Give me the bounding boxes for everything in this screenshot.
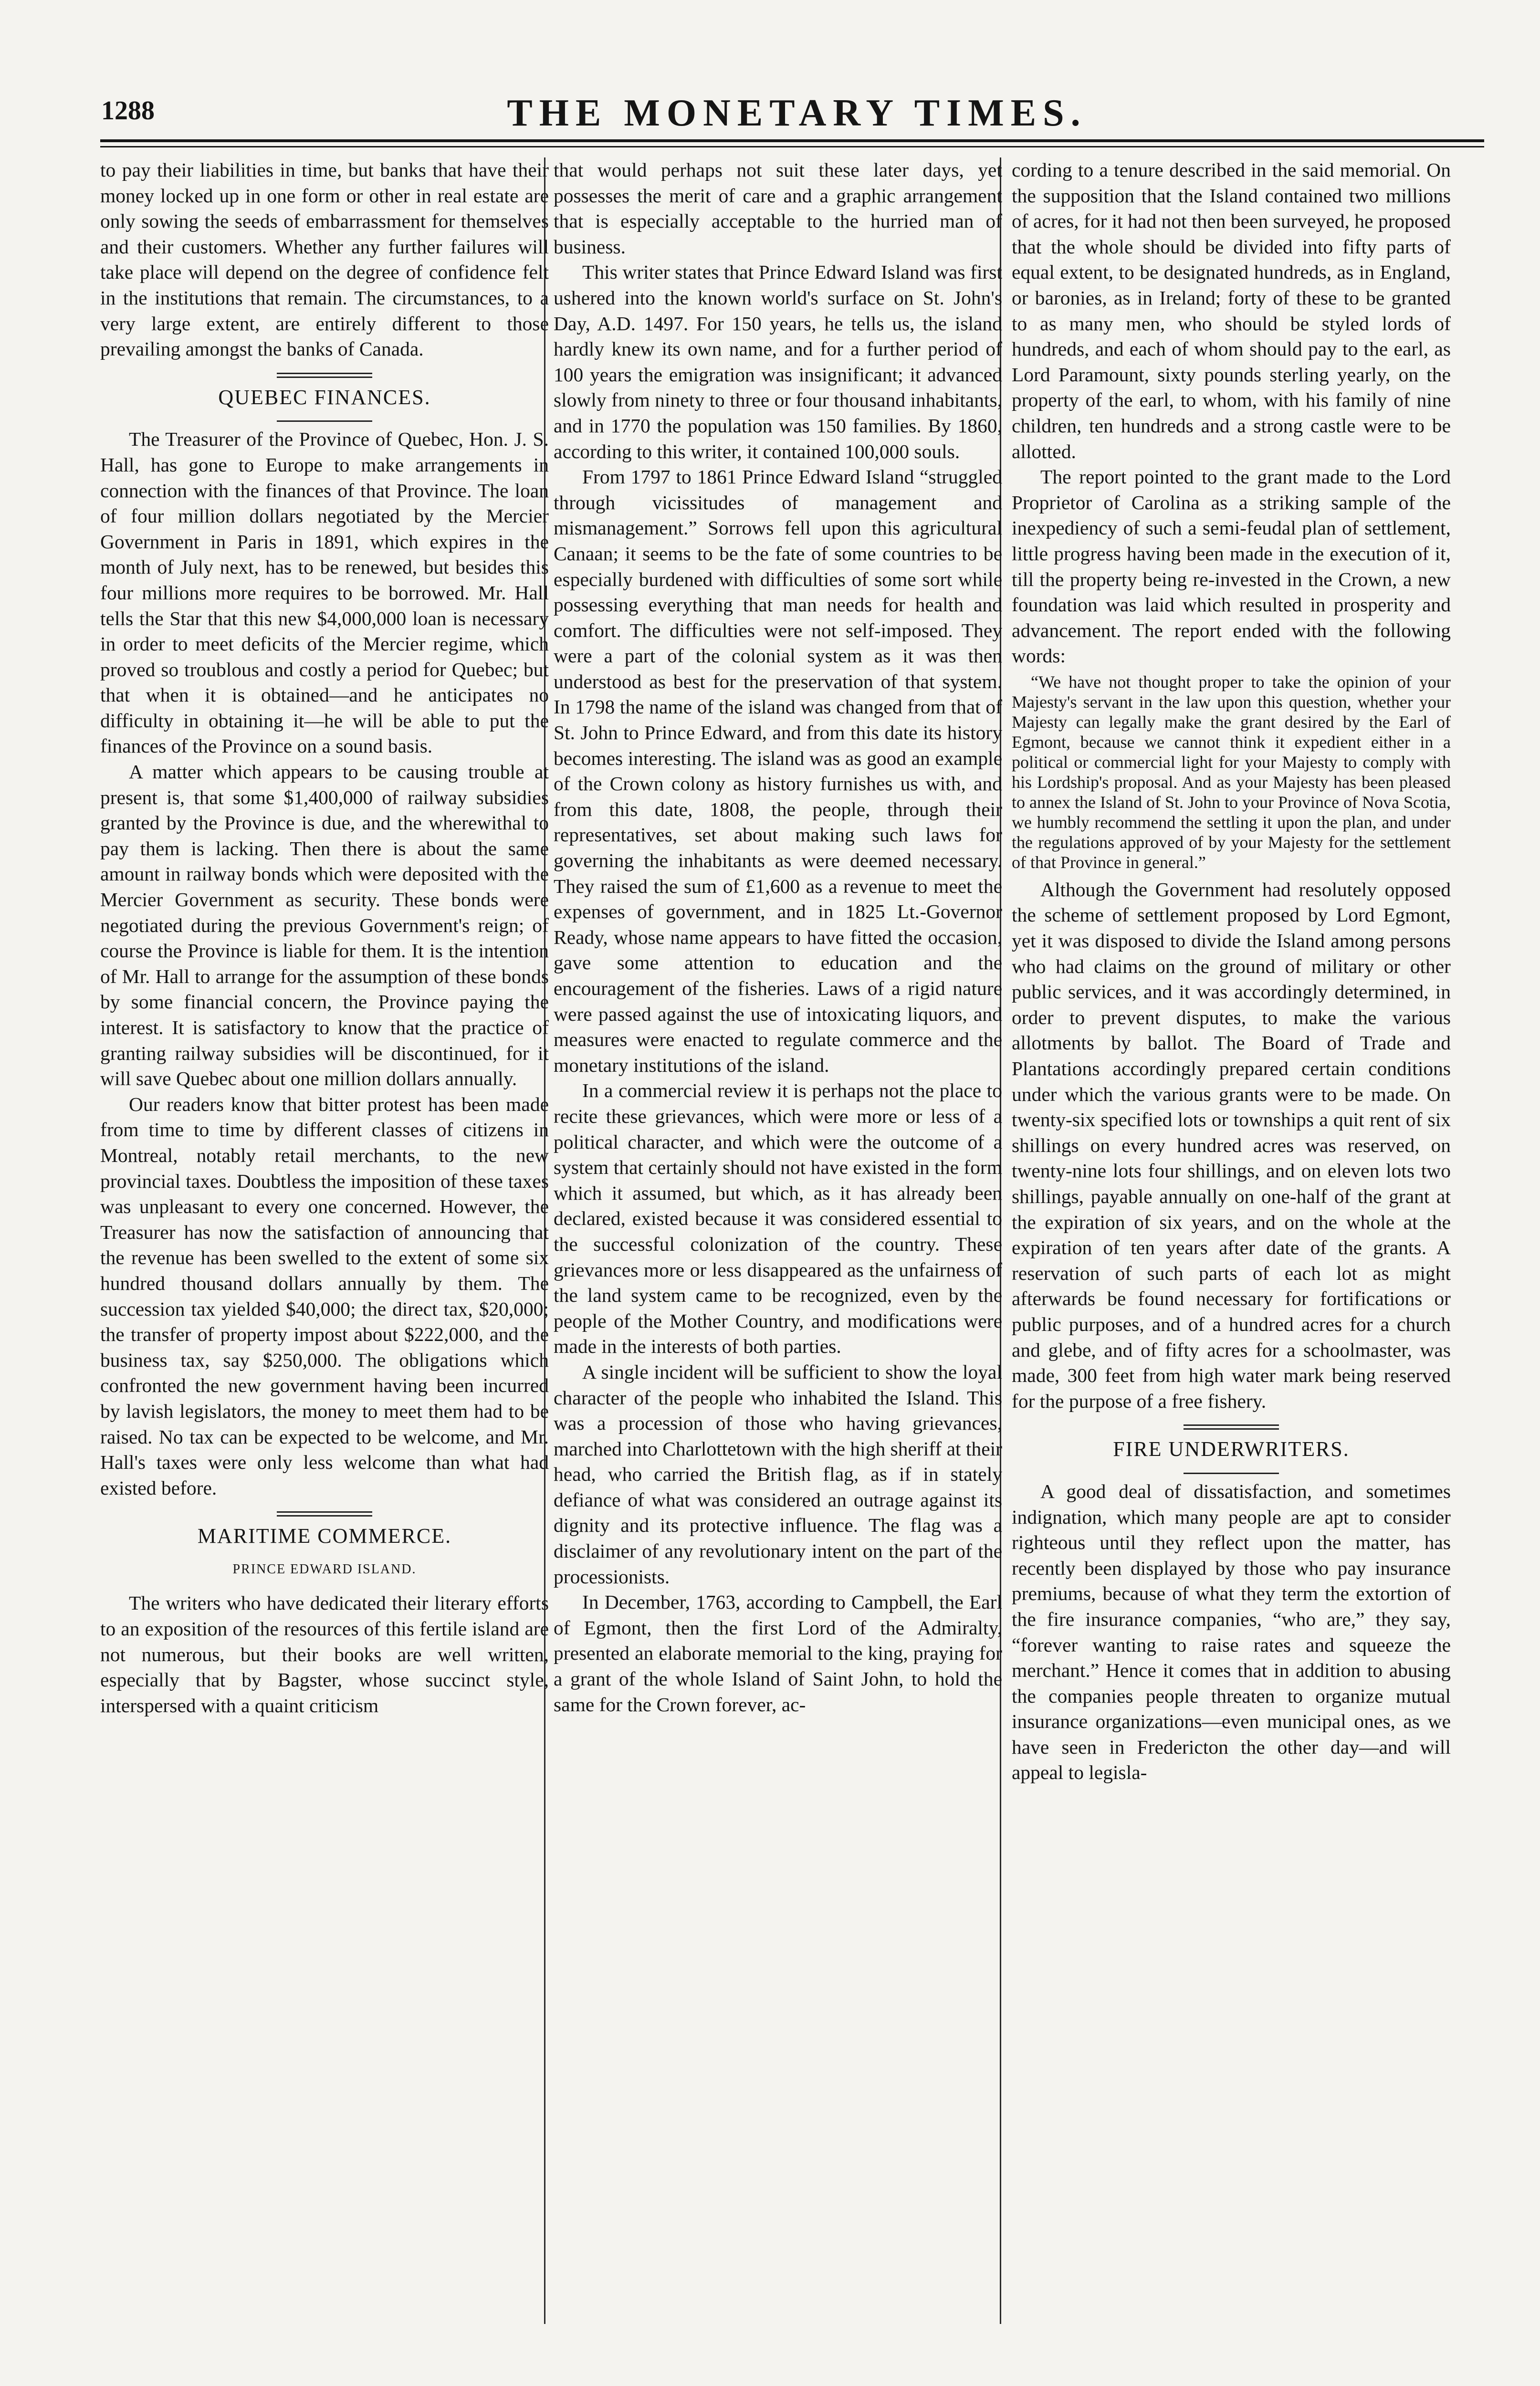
paragraph: In December, 1763, according to Campbell, the Earl of Egmont, then the first Lord of the Admiralty, presented an elaborate memorial to the king, praying for a grant of the whole Island of Saint John, to hold the same for the Crown forever, ac- bbox=[554, 1591, 1002, 1716]
section-heading-maritime-commerce: MARITIME COMMERCE. bbox=[197, 1524, 452, 1548]
paragraph: to pay their liabilities in time, but banks that have their money locked up in one form or other in real estate are only sowing the seeds of embarrassment for themselves and their customers. Whether any further failures will take place will depend on the degree of confidence felt in the institutions that remain. The circumstances, to a very large extent, are entirely different to those prevailing amongst the banks of Canada. bbox=[100, 159, 549, 360]
subheading-prince-edward-island: PRINCE EDWARD ISLAND. bbox=[232, 1561, 417, 1577]
block-quote bbox=[1012, 672, 1451, 872]
section-divider bbox=[277, 373, 372, 374]
section-divider bbox=[1184, 1424, 1279, 1426]
paragraph: A good deal of dissatisfaction, and sometimes indignation, which many people are apt to consider righteous until they reflect upon the matter, has recently been displayed by those who pay insurance premiums, because of what they term the extortion of the fire insurance companies, “who are,” they say, “forever wanting to raise rates and squeeze the merchant.” Hence it comes that in addition to abusing the companies people threaten to organize mutual insurance organizations—even municipal ones, as we have seen in Fredericton the other day—and will appeal to legisla- bbox=[1012, 1480, 1451, 1784]
paragraph: The report pointed to the grant made to the Lord Proprietor of Carolina as a striking sample of the inexpediency of such a semi-feudal plan of settlement, little progress having been made in the execution of it, till the property being re-invested in the Crown, a new foundation was laid which resulted in prosperity and advancement. The report ended with the following words: bbox=[1012, 466, 1451, 667]
paragraph: cording to a tenure described in the said memorial. On the supposition that the Island contained two millions of acres, for it had not then been surveyed, he proposed that the whole should be divided into fifty parts of equal extent, to be designated hundreds, as in England, or baronies, as in Ireland; forty of these to be granted to as many men, who should be styled lords of hundreds, and each of whom should pay to the earl, as Lord Paramount, sixty pounds sterling yearly, on the property of the earl, to whom, with his family of nine children, ten hundreds and a strong castle were to be allotted. bbox=[1012, 159, 1451, 462]
paragraph: From 1797 to 1861 Prince Edward Island “struggled through vicissitudes of management and mismanagement.” Sorrows fell upon this agricultural Canaan; it seems to be the fate of some countries to be especially burdened with difficulties of some sort while possessing everything that man needs for health and comfort. The difficulties were not self-imposed. They were a part of the colonial system as it was then understood as best for the preservation of that system. In 1798 the name of the island was changed from that of St. John to Prince Edward, and from this date its history becomes interesting. The island was as good an example of the Crown colony as history furnishes us with, and from this date, 1808, the people, through their representatives, set about making such laws for governing the inhabitants as were deemed necessary. They raised the sum of £1,600 as a revenue to meet the expenses of government, and in 1825 Lt.-Governor Ready, whose name appears to have fitted the occasion, gave some attention to education and the encouragement of the fisheries. Laws of a rigid nature were passed against the use of intoxicating liquors, and measures were enacted to regulate commerce and the monetary institutions of the island. bbox=[554, 466, 1002, 1076]
paragraph: Our readers know that bitter protest has been made from time to time by different classes of citizens in Montreal, notably retail merchants, to the new provincial taxes. Doubtless the imposition of these taxes was unpleasant to every one concerned. However, the Treasurer has now the satisfaction of announcing that the revenue has been swelled to the extent of some six hundred thousand dollars annually by them. The succession tax yielded $40,000; the direct tax, $20,000; the transfer of property impost about $222,000, and the business tax, say $250,000. The obligations which confronted the new government having been incurred by lavish legislators, the money to meet them had to be raised. No tax can be expected to be welcome, and Mr. Hall's taxes were only less welcome than what had existed before. bbox=[100, 1093, 549, 1499]
header-rule-thin bbox=[100, 146, 1484, 147]
paragraph: Although the Government had resolutely opposed the scheme of settlement proposed by Lord Egmont, yet it was disposed to divide the Island among persons who had claims on the ground of military or other public services, and it was accordingly determined, in order to prevent disputes, to make the various allotments by ballot. The Board of Trade and Plantations accordingly prepared certain conditions under which the various grants were to be made. On twenty-six specified lots or townships a quit rent of six shillings on every hundred acres was reserved, on twenty-nine lots four shillings, and on eleven lots two shillings, payable annually on one-half of the grant at the expiration of six years, and on the whole at the expiration of ten years after date of the grants. A reservation of such parts of each lot as might afterwards be found necessary for fortifications or public purposes, and of a hundred acres for a church and glebe, and of fifty acres for a schoolmaster, was made, 300 feet from high water mark being reserved for the purpose of a free fishery. bbox=[1012, 878, 1451, 1412]
paragraph: The Treasurer of the Province of Quebec, Hon. J. S. Hall, has gone to Europe to make arrangements in connection with the finances of that Province. The loan of four million dollars negotiated by the Mercier Government in Paris in 1891, which expires in the month of July next, has to be renewed, but besides this four millions more requires to be borrowed. Mr. Hall tells the Star that this new $4,000,000 loan is necessary in order to meet deficits of the Mercier regime, which proved so troublous and costly a period for Quebec; but that when it is obtained—and he anticipates no difficulty in obtaining it—he will be able to put the finances of the Province on a sound basis. bbox=[100, 428, 549, 757]
column-1 bbox=[100, 157, 549, 1718]
column-2 bbox=[554, 157, 1002, 1717]
quote-text: “We have not thought proper to take the opinion of your Majesty's servant in the law upon this question, whether your Majesty can legally make the grant desired by the Earl of Egmont, because we cannot think it expedient either in a political or commercial light for your Majesty to comply with his Lordship's proposal. And as your Majesty has been pleased to annex the Island of St. John to your Province of Nova Scotia, we humbly recommend the settling it upon the plan, and under the regulations approved of by your Majesty for the settlement of that Province in general.” bbox=[1012, 672, 1451, 872]
masthead-title: THE MONETARY TIMES. bbox=[507, 92, 1087, 134]
page-number: 1288 bbox=[101, 96, 155, 126]
paragraph: that would perhaps not suit these later days, yet possesses the merit of care and a graphic arrangement that is especially acceptable to the hurried man of business. bbox=[554, 159, 1002, 258]
paragraph: In a commercial review it is perhaps not the place to recite these grievances, which were more or less of a political character, and which were the outcome of a system that certainly should not have existed in the form which it assumed, but which, as it has already been declared, existed because it was considered essential to the successful colonization of the country. These grievances more or less disappeared as the unfairness of the land system came to be recognized, even by the people of the Mother Country, and modifications were made in the interests of both parties. bbox=[554, 1079, 1002, 1358]
column-3 bbox=[1012, 157, 1451, 1786]
section-divider bbox=[277, 1511, 372, 1513]
paragraph: This writer states that Prince Edward Island was first ushered into the known world's surface on St. John's Day, A.D. 1497. For 150 years, he tells us, the island hardly knew its own name, and for a further period of 100 years the emigration was insignificant; it advanced slowly from ninety to three or four thousand inhabitants, and in 1770 the population was 150 families. By 1860, according to this writer, it contained 100,000 souls. bbox=[554, 261, 1002, 462]
header-rule-thick bbox=[100, 139, 1484, 142]
section-heading-quebec-finances: QUEBEC FINANCES. bbox=[218, 385, 431, 409]
section-heading-fire-underwriters: FIRE UNDERWRITERS. bbox=[1113, 1437, 1350, 1461]
paragraph: The writers who have dedicated their literary efforts to an exposition of the resources of this fertile island are not numerous, but their books are well written, especially that by Bagster, whose succinct style, interspersed with a quaint criticism bbox=[100, 1592, 549, 1716]
paragraph: A single incident will be sufficient to show the loyal character of the people who inhabited the Island. This was a procession of those who having grievances, marched into Charlottetown with the high sheriff at their head, who carried the British flag, as if in stately defiance of what was considered an outrage against its dignity and its protective influence. The flag was a disclaimer of any revolutionary intent on the part of the processionists. bbox=[554, 1360, 1002, 1588]
heading-rule bbox=[1184, 1473, 1279, 1474]
heading-rule bbox=[277, 420, 372, 422]
paragraph: A matter which appears to be causing trouble at present is, that some $1,400,000 of railway subsidies granted by the Province is due, and the wherewithal to pay them is lacking. Then there is about the same amount in railway bonds which were deposited with the Mercier Government as security. These bonds were negotiated during the previous Government's reign; of course the Province is liable for them. It is the intention of Mr. Hall to arrange for the assumption of these bonds by some financial concern, the Province paying the interest. It is satisfactory to know that the practice of granting railway subsidies will be discontinued, for it will save Quebec about one million dollars annually. bbox=[100, 761, 549, 1090]
